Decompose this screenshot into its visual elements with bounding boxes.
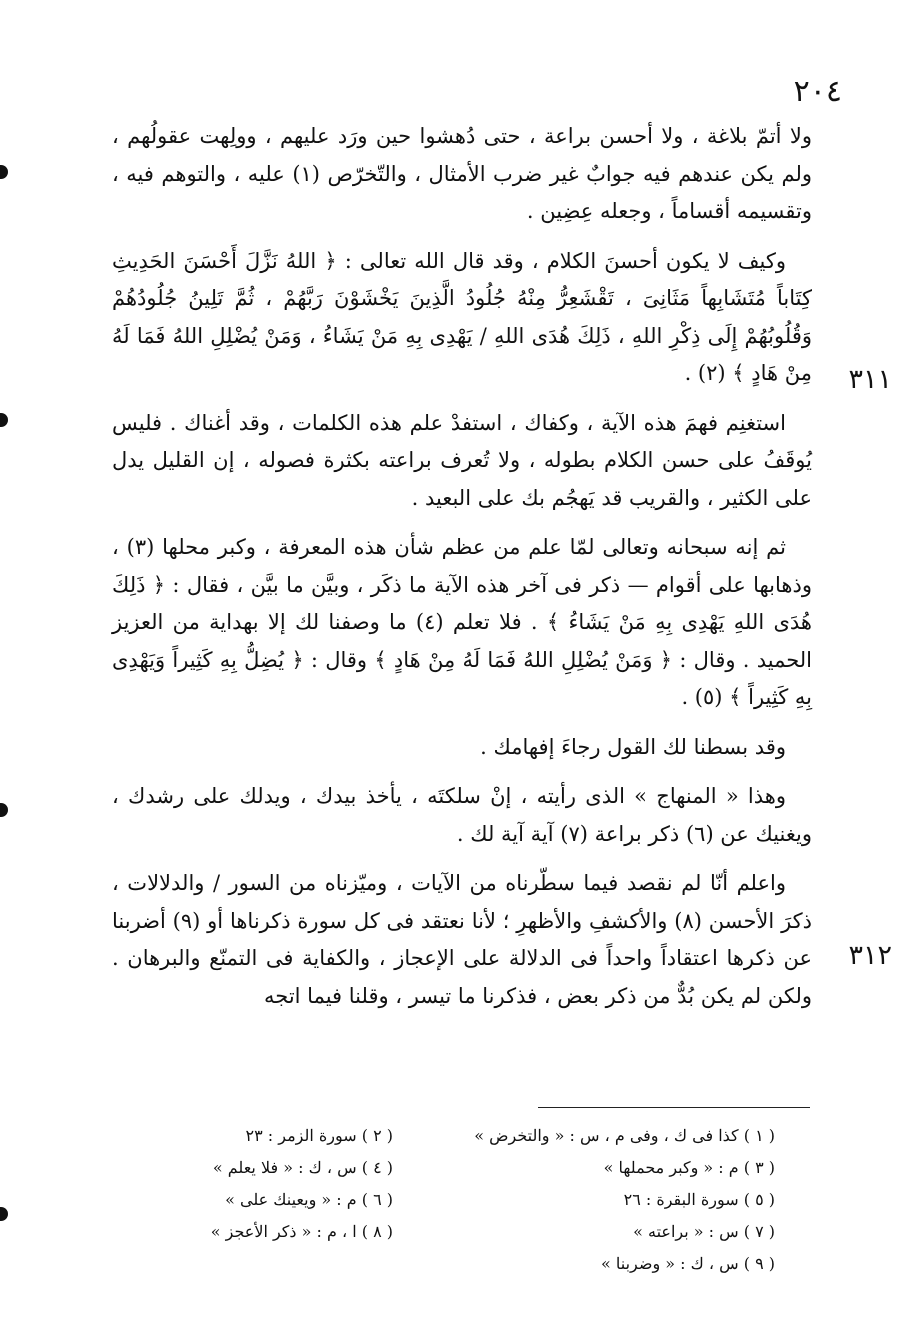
footnote: ( ٨ ) ا ، م : « ذكر الأعجز » (210, 1222, 393, 1241)
scan-mark (0, 1207, 8, 1221)
footnote: ( ٧ ) س : « براعته » (633, 1222, 775, 1241)
page-number: ٢٠٤ (793, 74, 842, 109)
paragraph: ولا أتمّ بلاغة ، ولا أحسن براعة ، حتى دُهشوا حين ورَد عليهم ، وولِهت عقولُهم ، ولم يكن عندهم فيه جوابٌ غير ضرب الأمثال ، والتّخرّص (١) عليه ، والتوهم فيه ، وتقسيمه أقساماً ، وجعله عِضِين . (112, 124, 812, 223)
margin-number: ٣١٢ (848, 940, 892, 971)
footnote: ( ٦ ) م : « ويعينك على » (225, 1190, 393, 1209)
footnotes-right-column (475, 1120, 775, 1280)
main-text (112, 118, 812, 1027)
paragraph: واعلم أنّا لم نقصد فيما سطّرناه من الآيات ، وميّزناه من السور / والدلالات ، ذكرَ الأحسن (٨) والأكشفِ والأظهرِ ؛ لأنا نعتقد فى كل سورة ذكرناها أو (٩) أضربنا عن ذكرها اعتقاداً واحداً فى الدلالة على الإعجاز ، والكفاية فى التمنّع والبرهان . ولكن لم يكن بُدٌّ من ذكر بعض ، فذكرنا ما تيسر ، وقلنا فيما اتجه (112, 871, 813, 1008)
scan-mark (0, 803, 8, 817)
paragraph: استغنِم فهمَ هذه الآية ، وكفاك ، استفدْ علم هذه الكلمات ، وقد أغناك . فليس يُوقَفُ على حسن الكلام بطوله ، ولا تُعرف براعته بكثرة فصوله ، إن القليل يدل على الكثير ، والقريب قد يَهجُم بك على البعيد . (112, 410, 812, 510)
scan-mark (0, 413, 8, 427)
footnote: ( ٣ ) م : « وكبر محملها » (603, 1158, 775, 1177)
paragraph: وهذا « المنهاج » الذى رأيته ، إنْ سلكتَه ، يأخذ بيدك ، ويدلك على رشدك ، ويغنيك عن (٦) ذكر براعة (٧) آية آية لك . (112, 784, 812, 846)
footnote: ( ٥ ) سورة البقرة : ٢٦ (623, 1190, 775, 1209)
footnote: ( ٢ ) سورة الزمر : ٢٣ (245, 1126, 393, 1145)
scan-mark (0, 165, 8, 179)
footnote: ( ٤ ) س ، ك : « فلا يعلم » (212, 1158, 393, 1177)
margin-number: ٣١١ (848, 364, 892, 395)
footnote: ( ٩ ) س ، ك : « وضربنا » (601, 1254, 775, 1273)
paragraph: وكيف لا يكون أحسنَ الكلام ، وقد قال الله تعالى : ﴿ اللهُ نَزَّلَ أَحْسَنَ الحَدِيثِ كِتَاباً مُتَشَابِهاً مَثَانِىَ ، تَقْشَعِرُّ مِنْهُ جُلُودُ الَّذِينَ يَخْشَوْنَ رَبَّهُمْ ، ثُمَّ تَلِينُ جُلُودُهُمْ وَقُلُوبُهُمْ إِلَى ذِكْرِ اللهِ ، ذَلِكَ هُدَى اللهِ / يَهْدِى بِهِ مَنْ يَشَاءُ ، وَمَنْ يُضْلِلِ اللهُ فَمَا لَهُ مِنْ هَادٍ ﴾ (٢) . (112, 248, 812, 385)
paragraph: وقد بسطنا لك القول رجاءَ إفهامك . (480, 734, 786, 759)
paragraph: ثم إنه سبحانه وتعالى لمّا علم من عظم شأن هذه المعرفة ، وكبر محلها (٣) ، وذهابها على أقوام — ذكر فى آخر هذه الآية ما ذكَر ، وبيَّن ما بيَّن ، فقال : ﴿ ذَلِكَ هُدَى اللهِ يَهْدِى بِهِ مَنْ يَشَاءُ ﴾ . فلا تعلم (٤) ما وصفنا لك إلا بهداية من العزيز الحميد . وقال : ﴿ وَمَنْ يُضْلِلِ اللهُ فَمَا لَهُ مِنْ هَادٍ ﴾ وقال : ﴿ يُضِلُّ بِهِ كَثِيراً وَيَهْدِى بِهِ كَثِيراً ﴾ (٥) . (112, 535, 812, 709)
footnotes-left-column (93, 1120, 393, 1248)
footnote-divider (538, 1107, 810, 1108)
footnote: ( ١ ) كذا فى ك ، وفى م ، س : « والتخرض » (474, 1126, 775, 1145)
